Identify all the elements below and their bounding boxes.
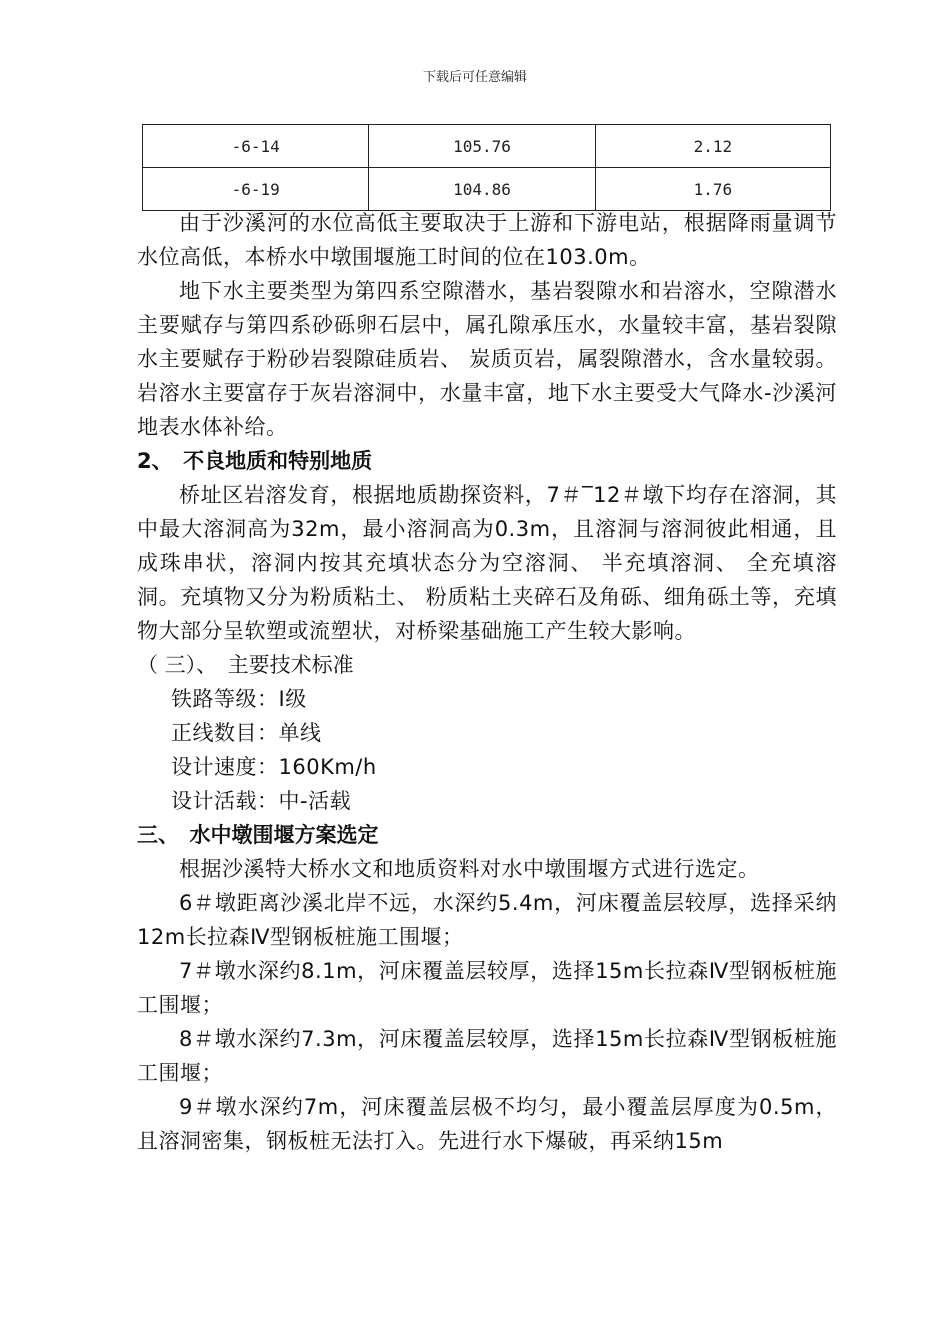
table-cell: -6-19: [143, 168, 369, 211]
table-cell: 105.76: [369, 125, 595, 168]
table-cell: 2.12: [595, 125, 830, 168]
table-cell: 1.76: [595, 168, 830, 211]
paragraph-karst: 桥址区岩溶发育，根据地质勘探资料，7＃‾12＃墩下均存在溶洞，其中最大溶洞高为32m，最小溶洞高为0.3m，且溶洞与溶洞彼此相通，且成珠串状，溶洞内按其充填状态分为空溶洞、 半充填溶洞、 全充填溶洞。充填物又分为粉质粘土、 粉质粘土夹碎石及角砾、细角砾土等，充填物大部分呈软塑或流塑状，对桥梁基础施工产生较大影响。: [137, 483, 837, 643]
paragraph-pier-9: 9＃墩水深约7m，河床覆盖层极不均匀，最小覆盖层厚度为0.5m，且溶洞密集，钢板桩无法打入。先进行水下爆破，再采纳15m: [137, 1095, 837, 1153]
table-cell: -6-14: [143, 125, 369, 168]
paragraph-groundwater: 地下水主要类型为第四系空隙潜水，基岩裂隙水和岩溶水，空隙潜水主要赋存与第四系砂砾卵石层中，属孔隙承压水，水量较丰富，基岩裂隙水主要赋存于粉砂岩裂隙硅质岩、 炭质页岩，属裂隙潜水，含水量较弱。岩溶水主要富存于灰岩溶洞中，水量丰富，地下水主要受大气降水-沙溪河地表水体补给。: [137, 279, 837, 439]
paragraph-water-level: 由于沙溪河的水位高低主要取决于上游和下游电站，根据降雨量调节水位高低，本桥水中墩围堰施工时间的位在103.0m。: [137, 211, 837, 269]
paragraph-pier-7: 7＃墩水深约8.1m，河床覆盖层较厚，选择15m长拉森Ⅳ型钢板桩施工围堰；: [137, 959, 837, 1017]
section-heading-cofferdam: 三、 水中墩围堰方案选定: [137, 823, 379, 847]
paragraph-pier-6: 6＃墩距离沙溪北岸不远，水深约5.4m，河床覆盖层较厚，选择采纳12m长拉森Ⅳ型钢板桩施工围堰；: [137, 891, 837, 949]
standard-railway-grade: 铁路等级：Ⅰ级: [171, 687, 307, 711]
water-level-table: [142, 124, 831, 211]
paragraph-cofferdam-intro: 根据沙溪特大桥水文和地质资料对水中墩围堰方式进行选定。: [179, 857, 760, 881]
paragraph-pier-8: 8＃墩水深约7.3m，河床覆盖层较厚，选择15m长拉森Ⅳ型钢板桩施工围堰；: [137, 1027, 837, 1085]
table-cell: 104.86: [369, 168, 595, 211]
table-row: [143, 168, 831, 211]
document-body: [137, 206, 837, 1158]
section-heading-geology: 2、 不良地质和特别地质: [137, 449, 373, 473]
standard-design-speed: 设计速度：160Km/h: [171, 755, 377, 779]
section-heading-standards: （ 三）、 主要技术标准: [137, 653, 354, 677]
standard-main-lines: 正线数目：单线: [171, 721, 322, 745]
page-header-note: 下载后可任意编辑: [422, 70, 527, 85]
standard-design-load: 设计活载：中-活载: [171, 789, 352, 813]
table-row: [143, 125, 831, 168]
